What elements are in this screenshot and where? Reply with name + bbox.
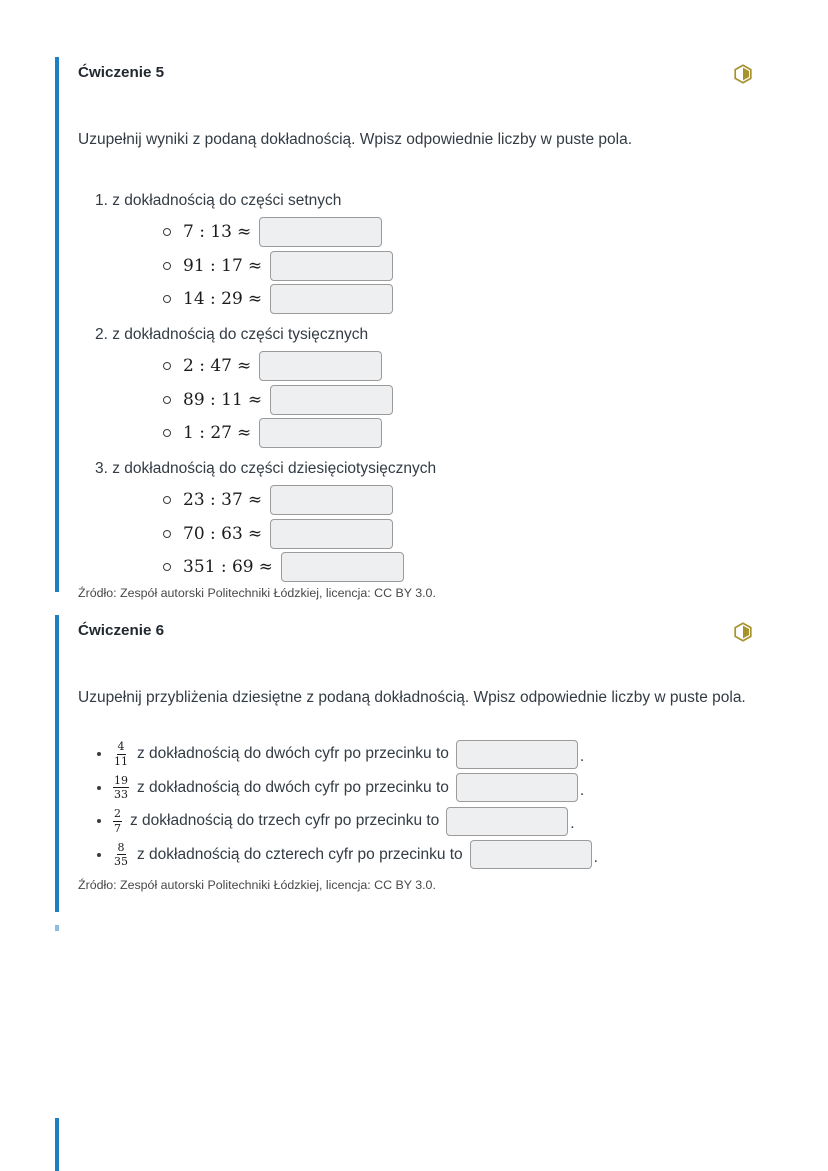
list-item: [78, 284, 752, 314]
math-expression: 7 : 13: [183, 222, 232, 242]
fraction: [113, 774, 129, 801]
circle-bullet-icon: [163, 429, 171, 437]
exercise-6-title: Ćwiczenie 6: [78, 622, 165, 639]
group-1-label: 1. z dokładnością do części setnych: [95, 192, 342, 209]
bullet-dot-icon: [97, 786, 101, 790]
list-item: [78, 739, 752, 769]
fraction-denominator: 33: [114, 788, 128, 801]
fraction: [113, 740, 129, 767]
fraction: [113, 807, 122, 834]
group-3-label: 3. z dokładnością do części dziesięciotysięcznych: [95, 460, 437, 477]
answer-input[interactable]: [259, 217, 382, 247]
fraction-numerator: 4: [117, 740, 125, 754]
math-expression: 91 : 17: [183, 255, 243, 276]
source-attribution: Źródło: Zespół autorski Politechniki Łódzkiej, licencja: CC BY 3.0.: [78, 585, 436, 600]
fraction-numerator: 19: [114, 773, 128, 787]
answer-input[interactable]: [270, 251, 393, 281]
fraction-numerator: 2: [114, 807, 121, 821]
list-item: [78, 485, 752, 515]
math-expression: 1 : 27: [183, 423, 232, 443]
next-section-border: [55, 1118, 59, 1171]
source-attribution: Źródło: Zespół autorski Politechniki Łódzkiej, licencja: CC BY 3.0.: [78, 878, 436, 892]
list-item: [78, 519, 752, 549]
math-expression: 70 : 63: [183, 523, 243, 544]
math-expression: 23 : 37: [183, 490, 243, 510]
exercise-6-list: [78, 739, 752, 870]
approx-symbol: ≈: [247, 389, 263, 410]
approx-symbol: ≈: [247, 490, 263, 510]
fraction-denominator: 7: [114, 821, 121, 835]
list-item: [78, 418, 752, 448]
fraction-denominator: 35: [114, 855, 128, 868]
list-item: [78, 351, 752, 381]
fraction-denominator: 11: [114, 754, 128, 768]
exercise-5-title: Ćwiczenie 5: [78, 64, 165, 81]
answer-input[interactable]: [456, 740, 578, 769]
list-item: [78, 552, 752, 582]
answer-input[interactable]: [270, 284, 393, 314]
item-text: z dokładnością do dwóch cyfr po przecinku to: [137, 778, 449, 796]
circle-bullet-icon: [163, 295, 171, 303]
math-expression: 89 : 11: [183, 389, 243, 410]
answer-input[interactable]: [270, 519, 393, 549]
approx-symbol: ≈: [247, 289, 263, 309]
group-2-rows: [78, 351, 752, 448]
list-item: [78, 217, 752, 247]
item-text: z dokładnością do dwóch cyfr po przecinku to: [137, 745, 449, 762]
list-item: [78, 840, 752, 870]
approx-symbol: ≈: [258, 557, 273, 577]
answer-input[interactable]: [259, 418, 382, 448]
exercise-5-list: [78, 190, 752, 582]
fraction-numerator: 8: [117, 840, 125, 854]
sentence-period: .: [579, 781, 585, 799]
list-item: [78, 251, 752, 281]
item-text: z dokładnością do trzech cyfr po przecinku to: [130, 812, 440, 829]
circle-bullet-icon: [163, 362, 171, 370]
bullet-dot-icon: [97, 752, 101, 756]
answer-input[interactable]: [281, 552, 404, 582]
answer-input[interactable]: [470, 840, 592, 869]
fraction: [113, 841, 129, 868]
approx-symbol: ≈: [236, 356, 252, 376]
item-text: z dokładnością do czterech cyfr po przecinku to: [137, 845, 463, 863]
difficulty-cube-icon: [734, 64, 752, 89]
answer-input[interactable]: [446, 807, 568, 836]
circle-bullet-icon: [163, 530, 171, 538]
math-expression: 351 : 69: [183, 557, 254, 577]
exercise-6-block: [55, 615, 752, 912]
math-expression: 14 : 29: [183, 289, 243, 309]
answer-input[interactable]: [456, 773, 578, 802]
approx-symbol: ≈: [247, 523, 263, 544]
group-1-rows: [78, 217, 752, 314]
exercise-5-header: [78, 63, 752, 89]
answer-input[interactable]: [259, 351, 382, 381]
answer-input[interactable]: [270, 385, 393, 415]
approx-symbol: ≈: [236, 222, 252, 242]
exercise-5-block: [55, 57, 752, 600]
approx-symbol: ≈: [236, 423, 252, 443]
circle-bullet-icon: [163, 396, 171, 404]
circle-bullet-icon: [163, 496, 171, 504]
sentence-period: .: [570, 815, 575, 832]
bullet-dot-icon: [97, 819, 101, 823]
exercise-6-instruction: Uzupełnij przybliżenia dziesiętne z podaną dokładnością. Wpisz odpowiednie liczby w puste pola.: [78, 689, 746, 706]
answer-input[interactable]: [270, 485, 393, 515]
list-item: [78, 806, 752, 836]
sentence-period: .: [579, 748, 585, 765]
circle-bullet-icon: [163, 563, 171, 571]
list-item: [78, 773, 752, 803]
group-2-label: 2. z dokładnością do części tysięcznych: [95, 326, 369, 343]
list-item: [78, 385, 752, 415]
sentence-period: .: [593, 848, 598, 866]
group-3-rows: [78, 485, 752, 582]
next-section-border-start: [55, 925, 59, 931]
approx-symbol: ≈: [247, 255, 263, 276]
exercise-6-header: [78, 621, 752, 647]
difficulty-cube-icon: [734, 622, 752, 647]
exercise-5-instruction: Uzupełnij wyniki z podaną dokładnością. Wpisz odpowiednie liczby w puste pola.: [78, 131, 632, 148]
circle-bullet-icon: [163, 228, 171, 236]
circle-bullet-icon: [163, 262, 171, 270]
math-expression: 2 : 47: [183, 356, 232, 376]
bullet-dot-icon: [97, 853, 101, 857]
